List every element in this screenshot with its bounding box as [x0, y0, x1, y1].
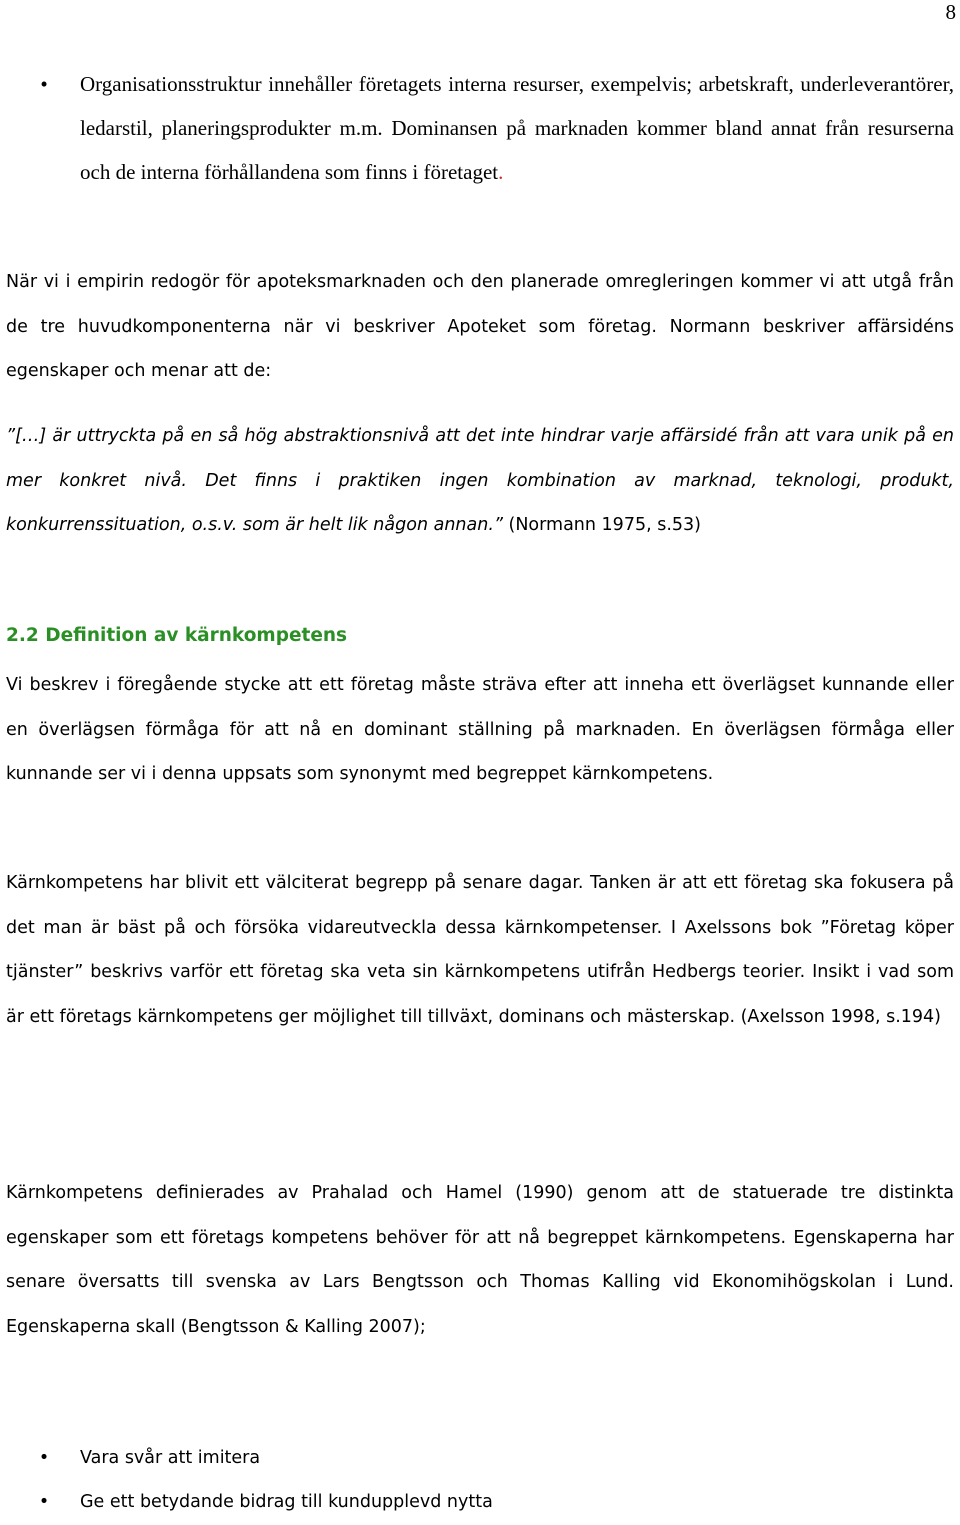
bullet-icon: •	[38, 1492, 50, 1512]
trailing-mark: .	[498, 160, 504, 184]
bullet-text: Ge ett betydande bidrag till kundupplevd nytta	[80, 1492, 493, 1512]
quote-text: ”[…] är uttryckta på en så hög abstraktionsnivå att det inte hindrar varje affärsidé från att vara unik på en mer konkret nivå. Det finns i praktiken ingen kombination av marknad, teknologi, produkt, konkurrenssituation, o.s.v. som är helt lik någon annan.”	[6, 426, 954, 535]
bullet-text-body: Organisationsstruktur innehåller företagets interna resurser, exempelvis; arbetskraft, underleverantörer, ledarstil, planeringsprodukter m.m. Dominansen på marknaden kommer bland annat från resurserna och de interna förhållandena som finns i företaget	[80, 72, 954, 184]
section-paragraph-1: Vi beskrev i föregående stycke att ett företag måste sträva efter att inneha ett överlägset kunnande eller en överlägsen förmåga för att nå en dominant ställning på marknaden. En överlägsen förmåga eller kunnande ser vi i denna uppsats som synonymt med begreppet kärnkompetens.	[6, 675, 954, 784]
bullet-icon: •	[40, 72, 48, 96]
section-paragraph-3: Kärnkompetens definierades av Prahalad och Hamel (1990) genom att de statuerade tre distinkta egenskaper som ett företags kompetens behöver för att nå begreppet kärnkompetens. Egenskaperna har senare översatts till svenska av Lars Bengtsson och Thomas Kalling vid Ekonomihögskolan i Lund. Egenskaperna skall (Bengtsson & Kalling 2007);	[6, 1183, 954, 1337]
bullet-text	[80, 62, 954, 194]
section-heading: 2.2 Definition av kärnkompetens	[6, 625, 348, 646]
bullet-icon: •	[38, 1448, 50, 1468]
quote-normann	[6, 414, 954, 548]
page-number: 8	[945, 0, 956, 24]
section-paragraph-2: Kärnkompetens har blivit ett välciterat begrepp på senare dagar. Tanken är att ett företag ska fokusera på det man är bäst på och försöka vidareutveckla dessa kärnkompetenser. I Axelssons bok ”Företag köper tjänster” beskrivs varför ett företag ska veta sin kärnkompetens utifrån Hedbergs teorier. Insikt i vad som är ett företags kärnkompetens ger möjlighet till tillväxt, dominans och mästerskap. (Axelsson 1998, s.194)	[6, 873, 954, 1027]
bullet-item-organisationsstruktur	[6, 62, 954, 194]
bullet-item-kundupplevd-nytta	[6, 1480, 954, 1525]
paragraph-empiri: När vi i empirin redogör för apoteksmarknaden och den planerade omregleringen kommer vi att utgå från de tre huvudkomponenterna när vi beskriver Apoteket som företag. Normann beskriver affärsidéns egenskaper och menar att de:	[6, 272, 954, 381]
quote-citation: (Normann 1975, s.53)	[502, 515, 701, 535]
bullet-item-imitera	[6, 1436, 954, 1481]
bullet-text: Vara svår att imitera	[80, 1448, 261, 1468]
